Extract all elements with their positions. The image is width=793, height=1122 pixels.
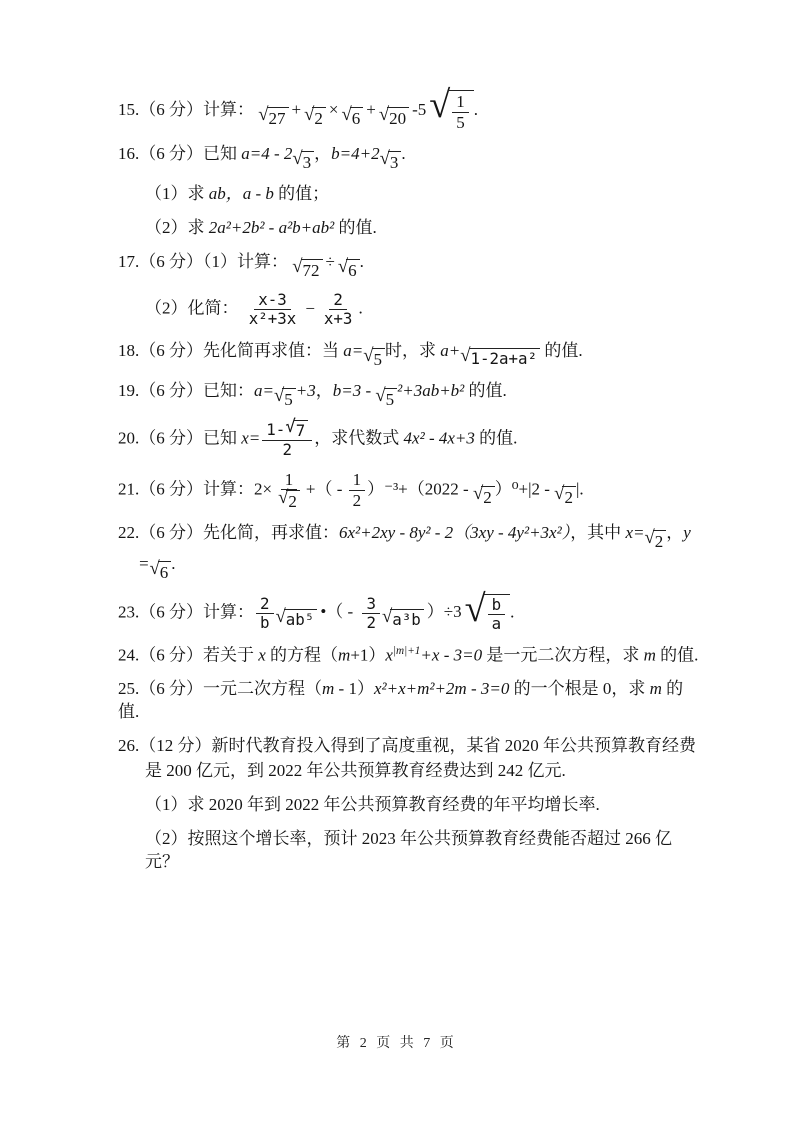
operator: +: [291, 99, 302, 119]
radicand: 2: [286, 490, 300, 511]
sqrt: [381, 606, 424, 630]
text: （2）求: [145, 218, 209, 238]
formula: 2a²+2b² - a²b+ab²: [208, 218, 335, 238]
denominator: 2: [282, 439, 293, 459]
formula: a+: [440, 340, 461, 360]
formula: x²+x+m²+2m - 3=0: [373, 679, 510, 699]
sqrt: [258, 104, 288, 129]
variable: x: [385, 645, 393, 665]
denominator: 2: [352, 490, 362, 510]
sqrt: [275, 606, 318, 630]
formula: +3: [295, 380, 316, 400]
period: .: [510, 602, 515, 622]
q22-head: 22.（6 分）先化简，再求值：: [118, 523, 339, 543]
fraction: [320, 291, 357, 328]
text: ，: [666, 523, 684, 543]
text: 的值.: [334, 218, 377, 238]
formula: |.: [575, 479, 584, 499]
radical-sign: √: [273, 384, 285, 406]
numerator: [262, 416, 312, 441]
text: ，求代数式: [314, 428, 404, 448]
radical-sign: √: [278, 487, 289, 509]
sqrt: [341, 104, 363, 129]
formula: ）⁰+|2 -: [494, 479, 555, 499]
operator: +: [366, 99, 376, 119]
radicand: 5: [372, 348, 386, 369]
question-19: [118, 380, 703, 409]
radicand: 2: [312, 107, 326, 128]
radical-sign: √: [472, 483, 484, 505]
formula: a=: [254, 380, 274, 400]
numerator: 2: [256, 595, 274, 614]
radicand: 72: [301, 259, 323, 280]
fraction: [262, 416, 312, 459]
radical-sign: √: [149, 558, 160, 580]
sqrt-of-fraction: [429, 84, 474, 132]
formula: +（ -: [305, 479, 347, 499]
text: 的值.: [464, 380, 507, 400]
text: 的值.: [655, 645, 699, 665]
q15-head: 15.（6 分）计算：: [118, 99, 254, 119]
variable: x: [258, 645, 266, 665]
fraction: [256, 595, 274, 632]
question-16-part-2: [145, 217, 703, 240]
formula: x=: [241, 428, 261, 448]
question-21: [118, 470, 703, 512]
text: 的值.: [118, 679, 684, 722]
radical-sign: √: [258, 104, 269, 126]
radical-sign: √: [292, 256, 303, 278]
period: .: [359, 252, 364, 272]
sqrt-of-fraction: [464, 587, 511, 633]
radical-sign: √: [375, 384, 386, 406]
radical-sign: √: [285, 416, 296, 437]
sqrt: [472, 483, 495, 508]
text: （2）化简：: [145, 298, 239, 318]
radical-sign: √: [363, 344, 374, 366]
radical-sign: √: [275, 606, 286, 628]
radicand: 1-2a+a²: [469, 348, 541, 368]
radicand: 3: [388, 151, 402, 172]
operator: •（ -: [320, 602, 358, 622]
text: 的一个根是 0，求: [509, 679, 650, 699]
text: 的值.: [474, 428, 518, 448]
radical-sign: √: [341, 104, 352, 126]
numerator: 1: [452, 92, 469, 113]
q21-head: 21.（6 分）计算：: [118, 479, 254, 499]
text: （2）按照这个增长率，预计 2023 年公共预算教育经费能否超过 266 亿元？: [145, 829, 672, 872]
question-17: [118, 251, 703, 280]
text: 24.（6 分）若关于: [118, 645, 259, 665]
radicand: 5: [384, 388, 398, 409]
text: - 1）: [334, 679, 374, 699]
formula: ab，a - b: [208, 184, 274, 204]
radical-sign: √: [429, 84, 451, 126]
fraction: [452, 92, 469, 132]
period: .: [358, 298, 363, 318]
exponent: |m|+1: [392, 644, 421, 657]
variable: m: [322, 679, 335, 699]
question-26: [118, 735, 703, 758]
question-24: [118, 644, 703, 668]
radical-sign: √: [292, 148, 303, 170]
sqrt: [363, 344, 385, 369]
text: 的值.: [540, 340, 583, 360]
q19-head: 19.（6 分）已知：: [118, 380, 254, 400]
operator: ×: [328, 99, 339, 119]
radicand: 27: [267, 107, 289, 128]
fraction: [349, 470, 366, 510]
radicand: 2: [562, 486, 576, 507]
formula: b=4+2: [331, 144, 380, 164]
denominator: 2: [366, 612, 376, 632]
radical-sign: √: [644, 527, 655, 549]
q16-head: 16.（6 分）已知: [118, 144, 242, 164]
formula: x=: [625, 523, 645, 543]
question-25: [118, 678, 703, 724]
formula: a=: [343, 340, 364, 360]
denominator: x²+3x: [248, 309, 297, 329]
text: 的方程（: [265, 645, 339, 665]
question-22-line-2: [138, 553, 703, 582]
fraction: [362, 595, 380, 632]
numerator: 3: [362, 595, 380, 614]
radicand: [448, 90, 474, 132]
sqrt: [304, 104, 326, 129]
fraction: [274, 470, 304, 512]
variable: m: [338, 645, 351, 665]
sqrt: [460, 344, 540, 368]
period: .: [401, 144, 406, 164]
sqrt: [644, 527, 666, 552]
question-16-part-1: [145, 183, 703, 206]
formula: 2×: [254, 479, 273, 499]
radicand: a³b: [390, 609, 424, 629]
radicand: 3: [301, 151, 315, 172]
radicand: 2: [653, 530, 667, 551]
question-26-line-2: [145, 760, 703, 783]
text: 1-: [266, 420, 286, 440]
question-18: [118, 340, 703, 369]
numerator: b: [488, 596, 506, 615]
q18-head: 18.（6 分）先化简再求值：当: [118, 340, 344, 360]
question-16: [118, 143, 703, 172]
variable: m: [643, 645, 656, 665]
sqrt: [292, 148, 314, 173]
sqrt: [554, 483, 576, 508]
fraction: [488, 596, 506, 633]
question-26-part-1: [145, 794, 703, 817]
radical-sign: √: [379, 148, 390, 170]
formula: ²+3ab+b²: [397, 380, 465, 400]
operator: -5: [412, 99, 427, 119]
sqrt: [378, 104, 409, 129]
formula: +x - 3=0: [420, 645, 483, 665]
radicand: 6: [158, 561, 172, 582]
formula: =: [138, 554, 150, 574]
text: 时，求: [385, 340, 441, 360]
question-20: [118, 416, 703, 459]
sqrt: [337, 256, 360, 281]
formula: b=3 -: [332, 380, 376, 400]
question-15: [118, 84, 703, 132]
radical-sign: √: [554, 483, 565, 505]
radical-sign: √: [464, 587, 486, 630]
denominator: b: [260, 612, 270, 632]
denominator: 5: [456, 112, 465, 132]
formula: ）⁻³+（2022 -: [367, 479, 473, 499]
page-footer: 第 2 页 共 7 页: [336, 1036, 457, 1051]
text: ，: [314, 144, 332, 164]
formula: a=4 - 2: [241, 144, 293, 164]
period: .: [473, 99, 479, 119]
q20-head: 20.（6 分）已知: [118, 428, 242, 448]
denominator: [274, 487, 304, 512]
text: 是一元二次方程，求: [482, 645, 644, 665]
text: 26.（12 分）新时代教育投入得到了高度重视，某省 2020 年公共预算教育经费: [118, 736, 696, 756]
q23-head: 23.（6 分）计算：: [118, 602, 254, 622]
numerator: 2: [329, 291, 347, 310]
radical-sign: √: [381, 606, 393, 628]
formula: 4x² - 4x+3: [403, 428, 475, 448]
radical-sign: √: [304, 104, 315, 126]
radicand: 20: [387, 107, 409, 128]
sqrt: [149, 558, 171, 583]
text: ，其中: [570, 523, 626, 543]
radicand: [484, 594, 511, 633]
radicand: 5: [282, 388, 296, 409]
sqrt: [278, 487, 300, 512]
text: 的值；: [273, 184, 330, 204]
fraction: [245, 291, 301, 328]
question-26-part-2: [145, 828, 703, 874]
radicand: 6: [346, 259, 360, 280]
sqrt: [273, 384, 296, 409]
denominator: x+3: [323, 309, 353, 329]
sqrt: [292, 256, 322, 281]
operator: ÷: [325, 252, 335, 272]
text: （1）求 2020 年到 2022 年公共预算教育经费的年平均增长率.: [145, 795, 600, 815]
formula: y: [683, 523, 691, 543]
sqrt: [379, 148, 402, 173]
sqrt: [375, 384, 397, 409]
sqrt: [285, 416, 308, 440]
numerator: x-3: [254, 291, 291, 310]
formula: 6x²+2xy - 8y² - 2（3xy - 4y²+3x²）: [339, 523, 571, 543]
radical-sign: √: [337, 256, 349, 278]
radical-sign: √: [378, 104, 390, 126]
numerator: 1: [281, 470, 298, 491]
text: +1）: [350, 645, 386, 665]
text: 25.（6 分）一元二次方程（: [118, 679, 322, 699]
numerator: 1: [349, 470, 366, 491]
variable: m: [649, 679, 662, 699]
q17-head: 17.（6 分）（1）计算：: [118, 252, 288, 272]
text: （1）求: [145, 184, 209, 204]
question-17-part-2: [145, 291, 703, 328]
radical-sign: √: [460, 344, 471, 366]
radicand: 2: [481, 486, 495, 507]
radicand: ab⁵: [284, 609, 318, 629]
radicand: 7: [294, 420, 309, 440]
text: ，: [315, 380, 333, 400]
operator: −: [305, 298, 315, 318]
operator: ）÷3: [426, 602, 462, 622]
denominator: a: [491, 613, 502, 633]
text: 是 200 亿元，到 2022 年公共预算教育经费达到 242 亿元.: [145, 761, 566, 781]
period: .: [171, 554, 176, 574]
question-22: [118, 522, 703, 551]
question-23: [118, 587, 703, 633]
radicand: 6: [350, 107, 364, 128]
questions-list: [118, 84, 703, 885]
